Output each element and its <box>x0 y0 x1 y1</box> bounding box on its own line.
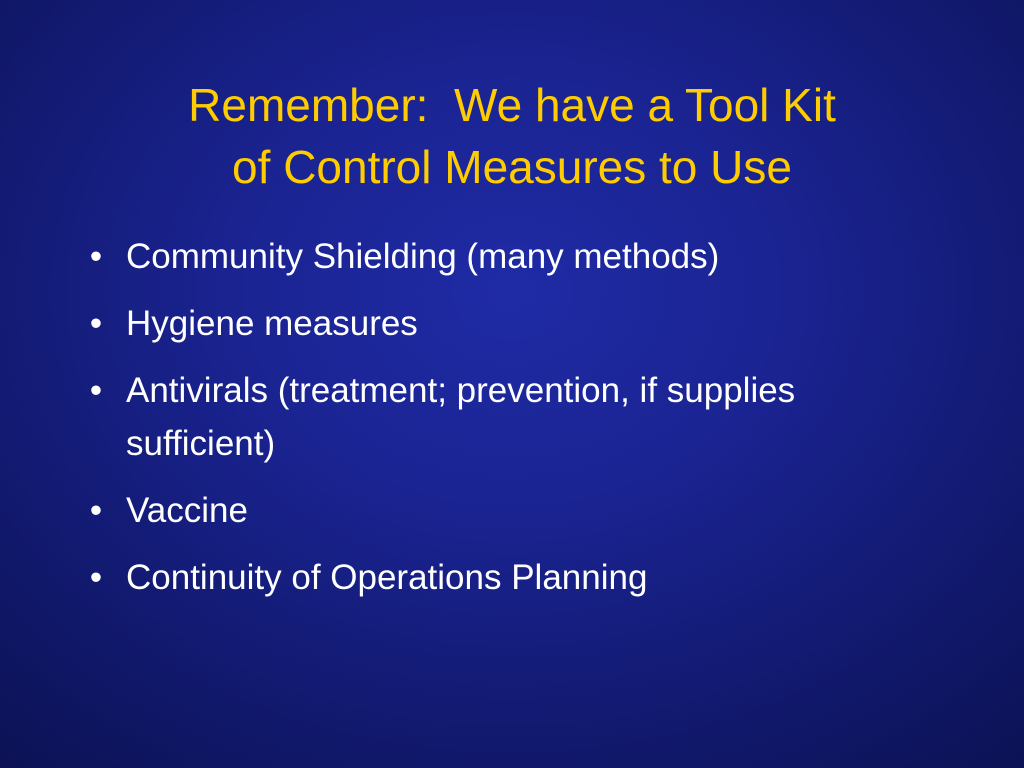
bullet-icon: • <box>89 558 103 597</box>
bullet-icon: • <box>89 371 103 410</box>
bullet-text: Community Shielding (many methods) <box>126 237 720 276</box>
bullet-item-community-shielding <box>86 230 946 283</box>
bullet-item-continuity-of-operations <box>86 551 946 604</box>
bullet-text: Vaccine <box>126 491 248 530</box>
bullet-list <box>86 230 946 618</box>
bullet-icon: • <box>89 491 103 530</box>
bullet-text: Antivirals (treatment; prevention, if supplies sufficient) <box>126 371 796 463</box>
bullet-item-vaccine <box>86 484 946 537</box>
bullet-text: Continuity of Operations Planning <box>126 558 648 597</box>
bullet-item-antivirals <box>86 364 946 470</box>
slide-title-line-2: of Control Measures to Use <box>232 141 792 193</box>
bullet-text: Hygiene measures <box>126 304 418 343</box>
bullet-icon: • <box>89 237 103 276</box>
slide-title-line-1: Remember: We have a Tool Kit <box>188 79 836 131</box>
slide-title <box>60 74 964 198</box>
bullet-item-hygiene-measures <box>86 297 946 350</box>
bullet-icon: • <box>89 304 103 343</box>
